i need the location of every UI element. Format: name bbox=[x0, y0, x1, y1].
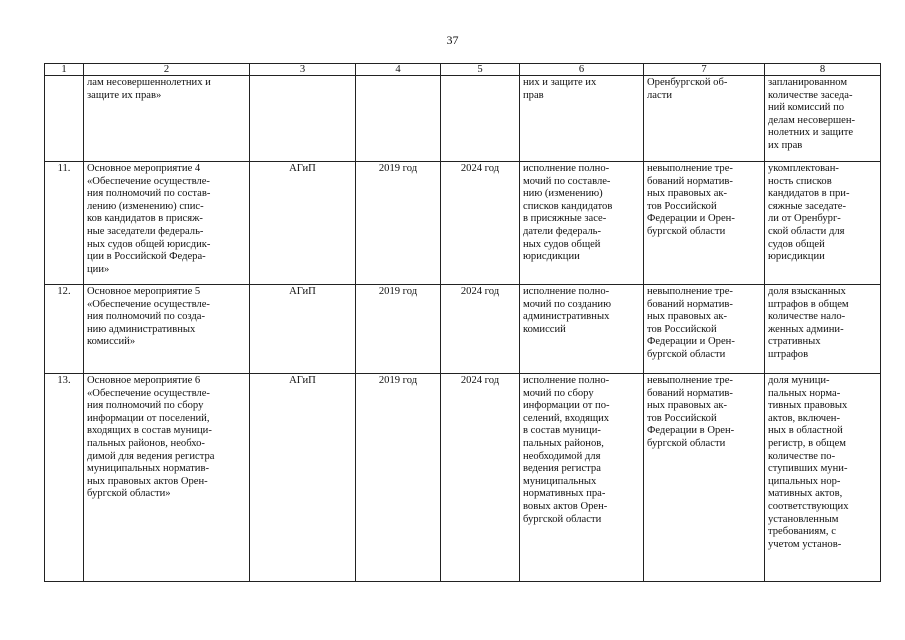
cell-line: информации от по- bbox=[523, 400, 610, 412]
indicator-cell bbox=[765, 285, 881, 374]
cell-line: ции» bbox=[87, 263, 110, 275]
cell-line: списков кандидатов bbox=[523, 200, 613, 212]
header-cell: 8 bbox=[765, 64, 881, 76]
cell-line: ных правовых ак- bbox=[647, 400, 728, 412]
cell-line: штрафов bbox=[768, 348, 809, 360]
cell-line: мативных актов, bbox=[768, 488, 843, 500]
cell-line: исполнение полно- bbox=[523, 375, 610, 386]
cell-line: ных судов общей юрисдик- bbox=[87, 238, 211, 250]
cell-line: бургской области bbox=[647, 348, 726, 360]
measure-name-cell bbox=[84, 374, 250, 582]
cell-line: нию административных bbox=[87, 323, 196, 335]
cell-line: «Обеспечение осуществле- bbox=[87, 175, 210, 187]
cell-line: запланированном bbox=[768, 77, 848, 88]
cell-line: селений, входящих bbox=[523, 412, 610, 424]
cell-line: установленным bbox=[768, 513, 839, 525]
header-cell: 4 bbox=[356, 64, 441, 76]
cell-line: бований норматив- bbox=[647, 175, 733, 187]
cell-line: «Обеспечение осуществле- bbox=[87, 298, 210, 310]
cell-line: Основное мероприятие 4 bbox=[87, 163, 201, 174]
cell-line: «Обеспечение осуществле- bbox=[87, 387, 210, 399]
cell-line: их прав bbox=[768, 139, 803, 151]
cell-line: пальных районов, необхо- bbox=[87, 437, 205, 449]
cell-line: муниципальных норматив- bbox=[87, 463, 209, 475]
expected-result-cell bbox=[520, 76, 644, 162]
indicator-cell bbox=[765, 374, 881, 582]
cell-line: комиссий» bbox=[87, 336, 136, 348]
cell-line: исполнение полно- bbox=[523, 163, 610, 174]
cell-line: в состав муници- bbox=[523, 425, 601, 437]
header-cell: 1 bbox=[45, 64, 84, 76]
cell-line: входящих в состав муници- bbox=[87, 425, 212, 437]
cell-line: комиссий bbox=[523, 323, 566, 335]
cell-line: невыполнение тре- bbox=[647, 163, 733, 174]
table-row bbox=[45, 374, 881, 582]
cell-line: пальных норма- bbox=[768, 387, 841, 399]
cell-line: количестве по- bbox=[768, 450, 836, 462]
cell-line: женных админи- bbox=[768, 323, 844, 335]
cell-line: Федерации и Орен- bbox=[647, 336, 735, 348]
cell-line: судов общей bbox=[768, 238, 825, 250]
cell-line: количестве заседа- bbox=[768, 89, 853, 101]
cell-line: ласти bbox=[647, 89, 672, 101]
cell-line: бургской области bbox=[647, 225, 726, 237]
cell-line: стративных bbox=[768, 336, 821, 348]
cell-line: ность списков bbox=[768, 175, 832, 187]
expected-result-cell bbox=[520, 162, 644, 285]
cell-line: бургской области» bbox=[87, 488, 171, 500]
cell-line: ции в Российской Федера- bbox=[87, 251, 206, 263]
table-row bbox=[45, 285, 881, 374]
cell-line: административных bbox=[523, 311, 610, 323]
cell-line: вовых актов Орен- bbox=[523, 500, 608, 512]
measures-table bbox=[44, 63, 881, 582]
cell-line: актов, включен- bbox=[768, 412, 840, 424]
cell-line: них и защите их bbox=[523, 77, 597, 88]
end-year-cell: 2024 год bbox=[441, 374, 520, 582]
indicator-cell bbox=[765, 76, 881, 162]
executor-cell: АГиП bbox=[250, 162, 356, 285]
header-row bbox=[45, 64, 881, 76]
expected-result-cell bbox=[520, 374, 644, 582]
cell-line: димой для ведения регистра bbox=[87, 450, 215, 462]
cell-line: ные заседатели федераль- bbox=[87, 225, 204, 237]
expected-result-cell bbox=[520, 285, 644, 374]
cell-line: датели федераль- bbox=[523, 225, 602, 237]
cell-line: Основное мероприятие 6 bbox=[87, 375, 201, 386]
cell-line: тов Российской bbox=[647, 200, 717, 212]
row-number bbox=[45, 76, 84, 162]
cell-line: ской области для bbox=[768, 225, 845, 237]
header-cell: 6 bbox=[520, 64, 644, 76]
consequences-cell bbox=[644, 76, 765, 162]
cell-line: мочий по созданию bbox=[523, 298, 611, 310]
header-cell: 2 bbox=[84, 64, 250, 76]
cell-line: ний комиссий по bbox=[768, 102, 845, 114]
executor-cell bbox=[250, 76, 356, 162]
cell-line: бований норматив- bbox=[647, 298, 733, 310]
cell-line: пальных районов, bbox=[523, 437, 604, 449]
row-number: 13. bbox=[45, 374, 84, 582]
consequences-cell bbox=[644, 162, 765, 285]
cell-line: количестве нало- bbox=[768, 311, 846, 323]
row-number: 12. bbox=[45, 285, 84, 374]
cell-line: невыполнение тре- bbox=[647, 286, 733, 297]
cell-line: мочий по сбору bbox=[523, 387, 594, 399]
cell-line: ков кандидатов в присяж- bbox=[87, 213, 203, 225]
cell-line: штрафов в общем bbox=[768, 298, 849, 310]
cell-line: нолетних и защите bbox=[768, 127, 854, 139]
executor-cell: АГиП bbox=[250, 285, 356, 374]
cell-line: лению (изменению) спис- bbox=[87, 200, 204, 212]
page-number: 37 bbox=[446, 33, 459, 47]
cell-line: ных правовых актов Орен- bbox=[87, 475, 208, 487]
cell-line: нию (изменению) bbox=[523, 188, 603, 200]
cell-line: ных правовых ак- bbox=[647, 188, 728, 200]
start-year-cell bbox=[356, 76, 441, 162]
start-year-cell: 2019 год bbox=[356, 285, 441, 374]
cell-line: сяжные заседате- bbox=[768, 200, 846, 212]
measure-name-cell bbox=[84, 76, 250, 162]
cell-line: кандидатов в при- bbox=[768, 188, 850, 200]
cell-line: ных правовых ак- bbox=[647, 311, 728, 323]
cell-line: ных судов общей bbox=[523, 238, 601, 250]
cell-line: защите их прав» bbox=[87, 89, 162, 101]
header-cell: 3 bbox=[250, 64, 356, 76]
cell-line: делам несовершен- bbox=[768, 114, 856, 126]
consequences-cell bbox=[644, 374, 765, 582]
cell-line: ния полномочий по сбору bbox=[87, 400, 204, 412]
cell-line: учетом установ- bbox=[768, 538, 842, 550]
cell-line: бований норматив- bbox=[647, 387, 733, 399]
end-year-cell: 2024 год bbox=[441, 285, 520, 374]
cell-line: ступивших муни- bbox=[768, 463, 848, 475]
cell-line: регистр, в общем bbox=[768, 437, 846, 449]
cell-line: тивных правовых bbox=[768, 400, 848, 412]
cell-line: мочий по составле- bbox=[523, 175, 611, 187]
end-year-cell: 2024 год bbox=[441, 162, 520, 285]
indicator-cell bbox=[765, 162, 881, 285]
cell-line: Федерации и Орен- bbox=[647, 213, 735, 225]
executor-cell: АГиП bbox=[250, 374, 356, 582]
cell-line: Федерации в Орен- bbox=[647, 425, 735, 437]
consequences-cell bbox=[644, 285, 765, 374]
cell-line: Оренбургской об- bbox=[647, 77, 728, 88]
cell-line: невыполнение тре- bbox=[647, 375, 733, 386]
cell-line: требованиям, с bbox=[768, 526, 836, 538]
cell-line: нормативных пра- bbox=[523, 488, 606, 500]
cell-line: ципальных нор- bbox=[768, 475, 841, 487]
cell-line: исполнение полно- bbox=[523, 286, 610, 297]
row-number: 11. bbox=[45, 162, 84, 285]
cell-line: укомплектован- bbox=[768, 163, 839, 174]
table-row bbox=[45, 162, 881, 285]
cell-line: ли от Оренбург- bbox=[768, 213, 841, 225]
start-year-cell: 2019 год bbox=[356, 374, 441, 582]
cell-line: в присяжные засе- bbox=[523, 213, 607, 225]
cell-line: ных в областной bbox=[768, 425, 843, 437]
cell-line: необходимой для bbox=[523, 450, 601, 462]
cell-line: лам несовершеннолетних и bbox=[87, 77, 211, 88]
cell-line: тов Российской bbox=[647, 323, 717, 335]
cell-line: юрисдикции bbox=[768, 251, 825, 263]
cell-line: ведения регистра bbox=[523, 463, 601, 475]
cell-line: доля взысканных bbox=[768, 286, 846, 297]
cell-line: тов Российской bbox=[647, 412, 717, 424]
table-row bbox=[45, 76, 881, 162]
cell-line: прав bbox=[523, 89, 544, 101]
measure-name-cell bbox=[84, 162, 250, 285]
header-cell: 5 bbox=[441, 64, 520, 76]
header-cell: 7 bbox=[644, 64, 765, 76]
end-year-cell bbox=[441, 76, 520, 162]
cell-line: соответствующих bbox=[768, 500, 849, 512]
cell-line: бургской области bbox=[523, 513, 602, 525]
cell-line: муниципальных bbox=[523, 475, 597, 487]
cell-line: юрисдикции bbox=[523, 251, 580, 263]
measure-name-cell bbox=[84, 285, 250, 374]
cell-line: бургской области bbox=[647, 437, 726, 449]
cell-line: ния полномочий по состав- bbox=[87, 188, 211, 200]
cell-line: доля муници- bbox=[768, 375, 830, 386]
cell-line: ния полномочий по созда- bbox=[87, 311, 206, 323]
cell-line: Основное мероприятие 5 bbox=[87, 286, 201, 297]
cell-line: информации от поселений, bbox=[87, 412, 210, 424]
start-year-cell: 2019 год bbox=[356, 162, 441, 285]
